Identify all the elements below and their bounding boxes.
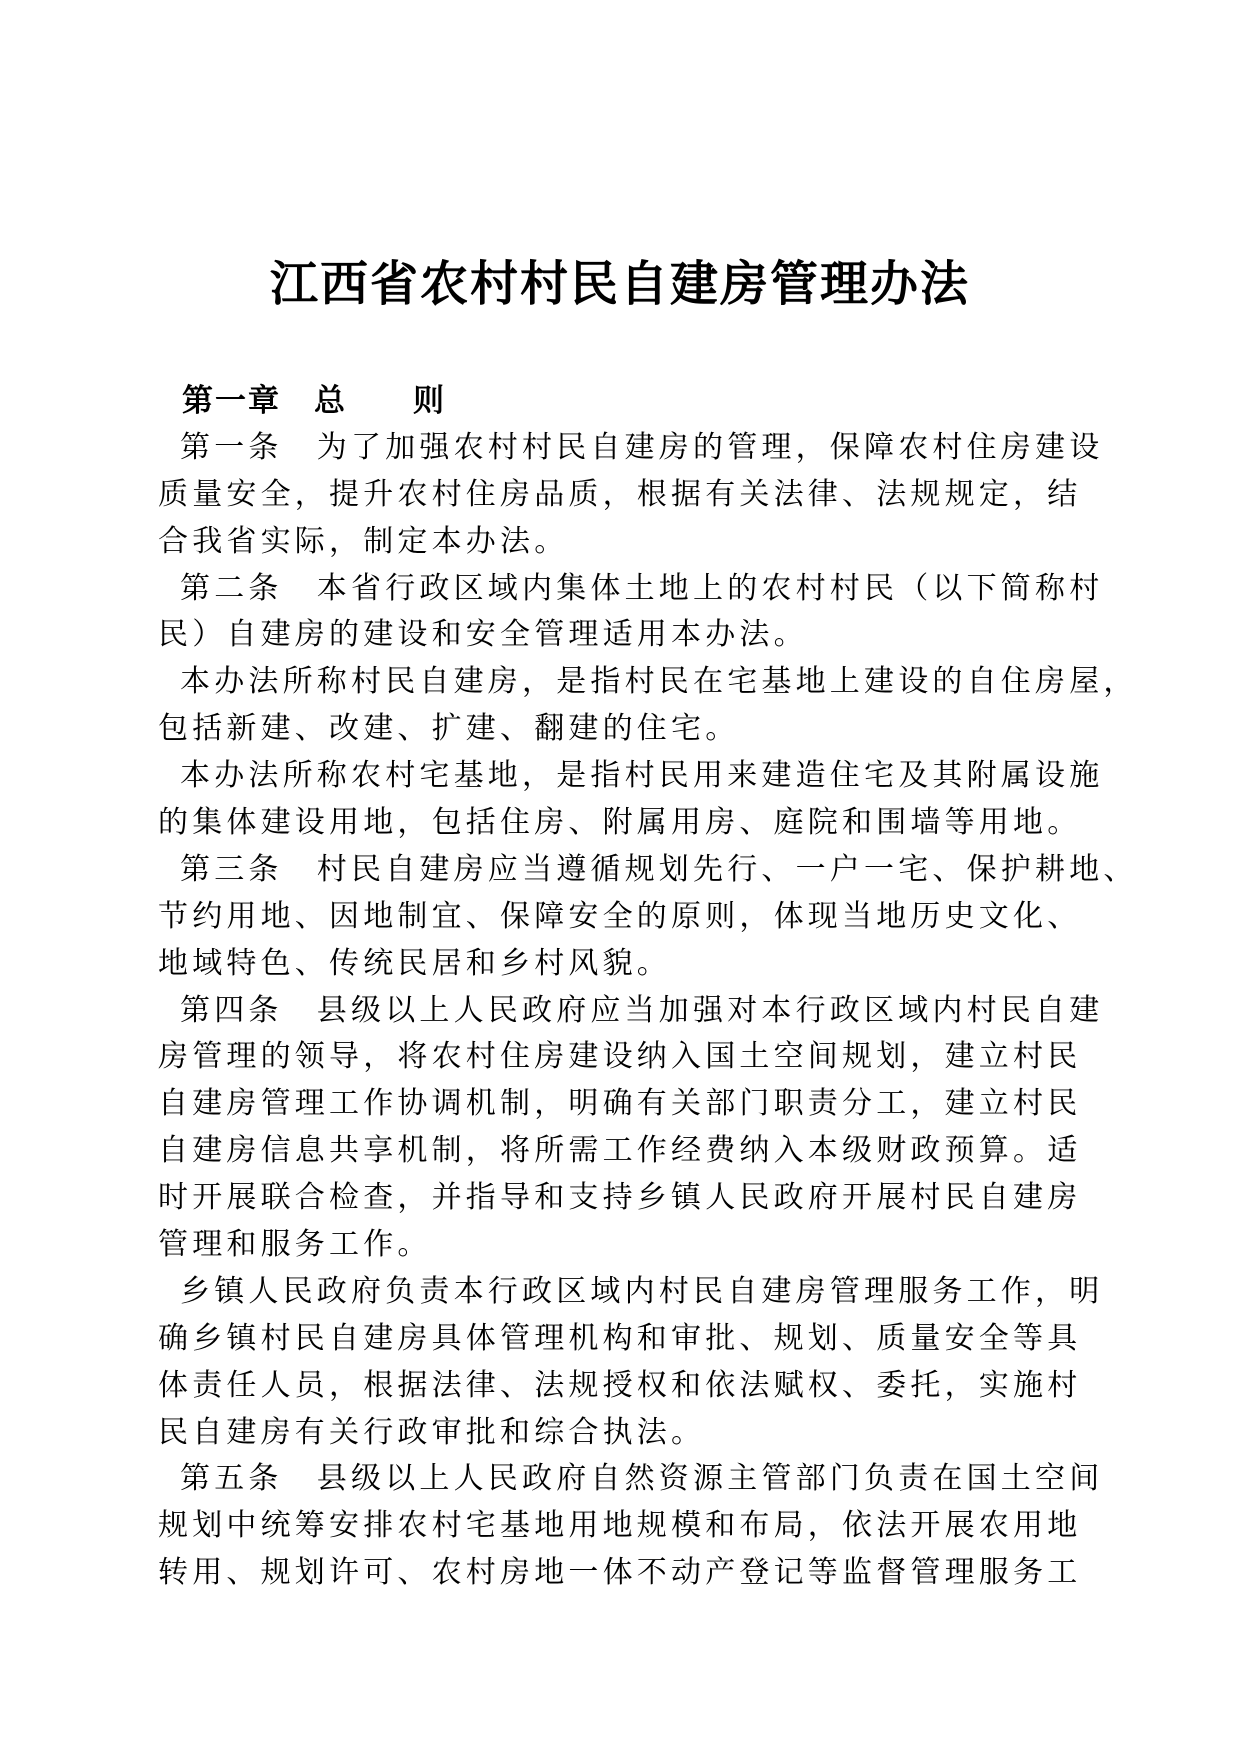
body-line: 体责任人员，根据法律、法规授权和依法赋权、委托，实施村: [158, 1367, 1082, 1403]
body-line: 自建房管理工作协调机制，明确有关部门职责分工，建立村民: [158, 1086, 1082, 1122]
body-line: 质量安全，提升农村住房品质，根据有关法律、法规规定，结: [158, 476, 1082, 512]
body-line: 乡镇人民政府负责本行政区域内村民自建房管理服务工作，明: [180, 1273, 1104, 1309]
body-line: 本办法所称农村宅基地，是指村民用来建造住宅及其附属设施: [180, 758, 1104, 794]
body-line: 转用、规划许可、农村房地一体不动产登记等监督管理服务工: [158, 1555, 1082, 1591]
chapter-heading: 第一章 总 则: [182, 383, 446, 419]
body-line: 本办法所称村民自建房，是指村民在宅基地上建设的自住房屋，: [180, 664, 1138, 700]
body-line: 第三条 村民自建房应当遵循规划先行、一户一宅、保护耕地、: [180, 851, 1138, 887]
body-lines: [158, 425, 1138, 1597]
body-line: 第二条 本省行政区域内集体土地上的农村村民（以下简称村: [180, 570, 1104, 606]
body-line: 地域特色、传统民居和乡村风貌。: [158, 945, 671, 981]
body-line: 的集体建设用地，包括住房、附属用房、庭院和围墙等用地。: [158, 805, 1082, 841]
body-line: 房管理的领导，将农村住房建设纳入国土空间规划，建立村民: [158, 1039, 1082, 1075]
body-line: 节约用地、因地制宜、保障安全的原则，体现当地历史文化、: [158, 898, 1082, 934]
body-line: 确乡镇村民自建房具体管理机构和审批、规划、质量安全等具: [158, 1320, 1082, 1356]
body-line: 时开展联合检查，并指导和支持乡镇人民政府开展村民自建房: [158, 1180, 1082, 1216]
document-body: [158, 378, 1138, 1597]
body-line: 第五条 县级以上人民政府自然资源主管部门负责在国土空间: [180, 1461, 1104, 1497]
body-line: 规划中统筹安排农村宅基地用地规模和布局，依法开展农用地: [158, 1508, 1082, 1544]
document-title: 江西省农村村民自建房管理办法: [269, 256, 970, 312]
body-line: 合我省实际，制定本办法。: [158, 523, 569, 559]
body-line: 民自建房有关行政审批和综合执法。: [158, 1414, 706, 1450]
body-line: 民）自建房的建设和安全管理适用本办法。: [158, 617, 808, 653]
body-line: 管理和服务工作。: [158, 1227, 432, 1263]
body-line: 包括新建、改建、扩建、翻建的住宅。: [158, 711, 740, 747]
body-line: 第四条 县级以上人民政府应当加强对本行政区域内村民自建: [180, 992, 1104, 1028]
body-line: 自建房信息共享机制，将所需工作经费纳入本级财政预算。适: [158, 1133, 1082, 1169]
body-line: 第一条 为了加强农村村民自建房的管理，保障农村住房建设: [180, 429, 1104, 465]
